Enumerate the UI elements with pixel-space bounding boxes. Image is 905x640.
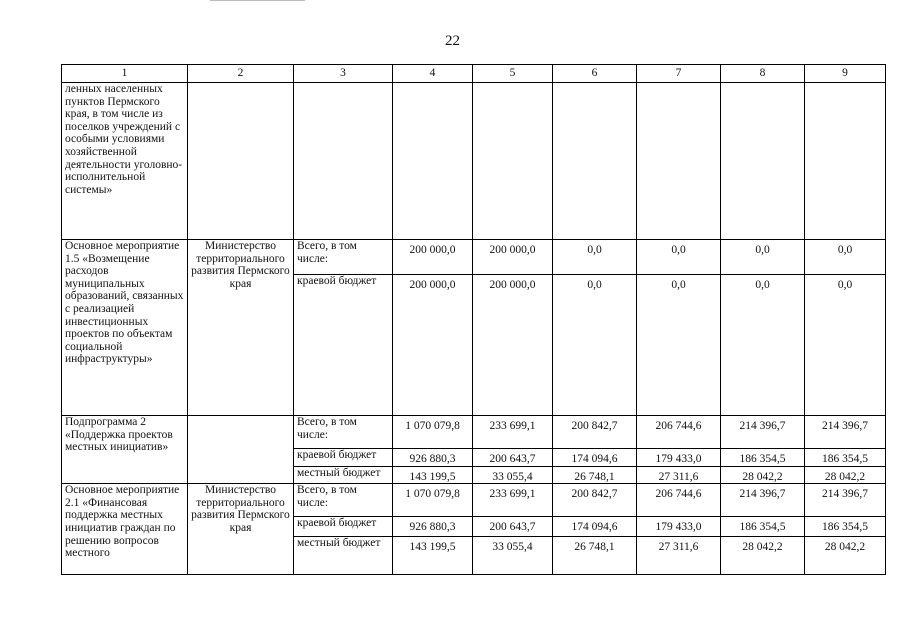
measure-name: ленных населенных пунктов Пермского края, в том числе из поселков учреждений с особыми условиями хозяйственной деятельности уголовно-исполнительной системы» <box>62 83 188 240</box>
column-header: 9 <box>805 65 886 83</box>
column-header: 4 <box>393 65 473 83</box>
value-cell: 28 042,2 <box>721 466 805 484</box>
top-edge-line <box>210 0 305 1</box>
value-cell: 214 396,7 <box>721 416 805 449</box>
column-header: 1 <box>62 65 188 83</box>
value-cell: 0,0 <box>805 275 886 416</box>
value-cell <box>553 83 637 240</box>
value-cell: 214 396,7 <box>805 484 886 517</box>
value-cell: 0,0 <box>637 275 721 416</box>
value-cell: 33 055,4 <box>473 537 553 575</box>
source-cell: местный бюджет <box>294 466 393 484</box>
value-cell: 200 000,0 <box>393 275 473 416</box>
value-cell: 27 311,6 <box>637 466 721 484</box>
header-row <box>62 65 886 83</box>
value-cell: 206 744,6 <box>637 484 721 517</box>
source-cell: Всего, в том числе: <box>294 416 393 449</box>
value-cell <box>721 83 805 240</box>
value-cell: 1 070 079,8 <box>393 484 473 517</box>
table-row <box>62 416 886 449</box>
value-cell: 0,0 <box>553 275 637 416</box>
value-cell: 186 354,5 <box>805 517 886 537</box>
value-cell: 200 842,7 <box>553 484 637 517</box>
source-cell: Всего, в том числе: <box>294 240 393 275</box>
column-header: 6 <box>553 65 637 83</box>
value-cell: 26 748,1 <box>553 537 637 575</box>
value-cell: 143 199,5 <box>393 537 473 575</box>
value-cell: 186 354,5 <box>721 517 805 537</box>
source-cell: местный бюджет <box>294 537 393 575</box>
value-cell: 214 396,7 <box>721 484 805 517</box>
executor-cell <box>188 83 294 240</box>
value-cell: 28 042,2 <box>721 537 805 575</box>
value-cell: 206 744,6 <box>637 416 721 449</box>
executor-cell: Министерство территориального развития Пермского края <box>188 484 294 575</box>
value-cell: 233 699,1 <box>473 484 553 517</box>
value-cell: 1 070 079,8 <box>393 416 473 449</box>
value-cell: 200 000,0 <box>473 275 553 416</box>
source-cell: краевой бюджет <box>294 517 393 537</box>
value-cell: 143 199,5 <box>393 466 473 484</box>
value-cell: 200 643,7 <box>473 449 553 467</box>
value-cell: 200 000,0 <box>473 240 553 275</box>
value-cell: 179 433,0 <box>637 517 721 537</box>
source-cell <box>294 83 393 240</box>
value-cell: 200 000,0 <box>393 240 473 275</box>
measure-name: Основное мероприятие 1.5 «Возмещение расходов муниципальных образований, связанных с реализацией инвестиционных проектов по объектам социальной инфраструктуры» <box>62 240 188 416</box>
value-cell: 0,0 <box>553 240 637 275</box>
column-header: 3 <box>294 65 393 83</box>
value-cell: 926 880,3 <box>393 449 473 467</box>
column-header: 5 <box>473 65 553 83</box>
value-cell: 0,0 <box>721 240 805 275</box>
source-cell: краевой бюджет <box>294 449 393 467</box>
column-header: 2 <box>188 65 294 83</box>
column-header: 8 <box>721 65 805 83</box>
table-row <box>62 240 886 275</box>
value-cell: 0,0 <box>637 240 721 275</box>
value-cell: 186 354,5 <box>721 449 805 467</box>
table-row <box>62 484 886 517</box>
value-cell <box>393 83 473 240</box>
value-cell <box>473 83 553 240</box>
executor-cell <box>188 416 294 484</box>
page-number: 22 <box>445 33 460 49</box>
value-cell: 174 094,6 <box>553 517 637 537</box>
value-cell <box>805 83 886 240</box>
value-cell: 0,0 <box>721 275 805 416</box>
value-cell: 926 880,3 <box>393 517 473 537</box>
value-cell: 27 311,6 <box>637 537 721 575</box>
value-cell: 174 094,6 <box>553 449 637 467</box>
value-cell: 26 748,1 <box>553 466 637 484</box>
source-cell: краевой бюджет <box>294 275 393 416</box>
source-cell: Всего, в том числе: <box>294 484 393 517</box>
value-cell: 186 354,5 <box>805 449 886 467</box>
value-cell: 214 396,7 <box>805 416 886 449</box>
value-cell: 28 042,2 <box>805 466 886 484</box>
table-row <box>62 83 886 240</box>
value-cell: 28 042,2 <box>805 537 886 575</box>
value-cell: 200 643,7 <box>473 517 553 537</box>
column-header: 7 <box>637 65 721 83</box>
value-cell <box>637 83 721 240</box>
value-cell: 200 842,7 <box>553 416 637 449</box>
measure-name: Основное мероприятие 2.1 «Финансовая поддержка местных инициатив граждан по решению вопросов местного <box>62 484 188 575</box>
value-cell: 233 699,1 <box>473 416 553 449</box>
value-cell: 33 055,4 <box>473 466 553 484</box>
value-cell: 179 433,0 <box>637 449 721 467</box>
value-cell: 0,0 <box>805 240 886 275</box>
budget-table <box>61 64 886 575</box>
executor-cell: Министерство территориального развития Пермского края <box>188 240 294 416</box>
subprogram-name: Подпрограмма 2 «Поддержка проектов местных инициатив» <box>62 416 188 484</box>
